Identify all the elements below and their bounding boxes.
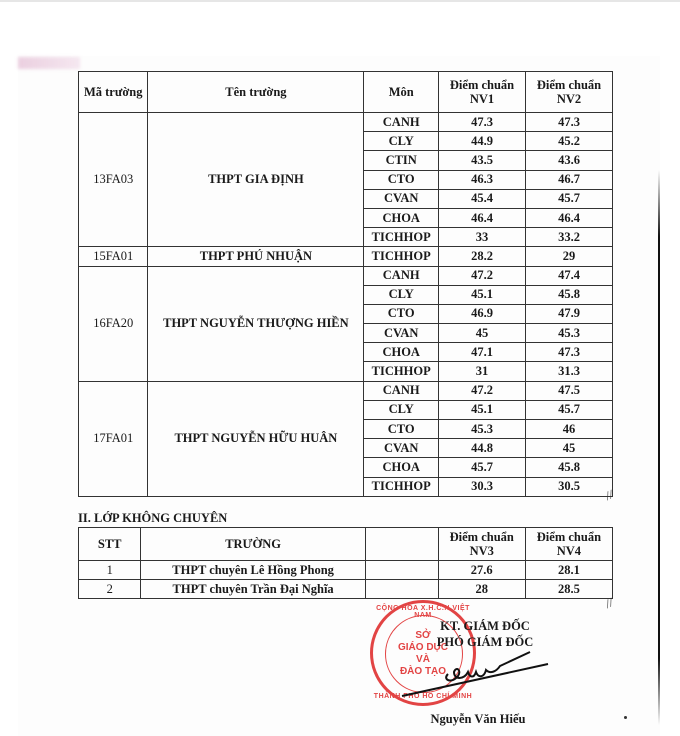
- nv2-score-cell: 46.7: [526, 170, 613, 189]
- subject-cell: CVAN: [364, 324, 439, 343]
- header-nv4-line1: Điểm chuẩn: [536, 530, 602, 544]
- school-name-cell: THPT NGUYỄN HỮU HUÂN: [148, 381, 364, 496]
- blank-cell: [365, 561, 438, 580]
- header-blank: [365, 528, 438, 561]
- nv2-score-cell: 33.2: [526, 228, 613, 247]
- nv2-score-cell: 43.6: [526, 151, 613, 170]
- subject-cell: CANH: [364, 266, 439, 285]
- header-school-name: Tên trường: [148, 72, 364, 113]
- table-row: [79, 561, 613, 580]
- header-nv2-line2: NV2: [556, 92, 582, 106]
- nv1-score-cell: 44.9: [439, 132, 526, 151]
- table-body: [79, 561, 613, 599]
- subject-cell: CVAN: [364, 189, 439, 208]
- table-header-row: [79, 528, 613, 561]
- signature-line2: PHÓ GIÁM ĐỐC: [436, 635, 534, 649]
- nv4-cell: 28.1: [525, 561, 612, 580]
- nv2-score-cell: 45.7: [526, 400, 613, 419]
- nv1-score-cell: 28.2: [439, 247, 526, 266]
- table-row: [79, 247, 613, 266]
- school-cell: THPT chuyên Lê Hồng Phong: [141, 561, 365, 580]
- header-nv3-line1: Điểm chuẩn: [449, 530, 514, 544]
- school-code-cell: 13FA03: [79, 113, 148, 247]
- nv1-score-cell: 33: [439, 228, 526, 247]
- subject-cell: CANH: [364, 113, 439, 132]
- header-nv2-line1: Điểm chuẩn: [536, 78, 602, 92]
- nv1-score-cell: 46.3: [439, 170, 526, 189]
- nv1-score-cell: 30.3: [439, 477, 526, 496]
- school-name-cell: THPT NGUYỄN THƯỢNG HIỀN: [148, 266, 364, 381]
- header-nv2: [526, 72, 613, 113]
- subject-cell: CTO: [364, 170, 439, 189]
- nv3-cell: 28: [438, 580, 525, 599]
- cutoff-scores-table: [78, 71, 613, 497]
- subject-cell: CHOA: [364, 343, 439, 362]
- nv1-score-cell: 47.1: [439, 343, 526, 362]
- subject-cell: CLY: [364, 132, 439, 151]
- nv2-score-cell: 31.3: [526, 362, 613, 381]
- subject-cell: CHOA: [364, 458, 439, 477]
- nv1-score-cell: 45.7: [439, 458, 526, 477]
- slash-mark: //: [603, 595, 616, 611]
- nv2-score-cell: 46: [526, 420, 613, 439]
- nv2-score-cell: 47.5: [526, 381, 613, 400]
- subject-cell: TICHHOP: [364, 362, 439, 381]
- signature-stroke-icon: [400, 660, 560, 700]
- nv1-score-cell: 45.3: [439, 420, 526, 439]
- nv1-score-cell: 45: [439, 324, 526, 343]
- nv2-score-cell: 30.5: [526, 477, 613, 496]
- subject-cell: CLY: [364, 285, 439, 304]
- signer-name: Nguyễn Văn Hiếu: [430, 712, 526, 726]
- ink-dot: [624, 716, 627, 719]
- stamp-ring-top-text: CỘNG HÒA X.H.C.N VIỆT NAM: [376, 605, 470, 619]
- school-code-cell: 17FA01: [79, 381, 148, 496]
- header-school-code: Mã trường: [79, 72, 148, 113]
- header-stt: STT: [79, 528, 141, 561]
- header-nv3: [438, 528, 525, 561]
- nv4-cell: 28.5: [525, 580, 612, 599]
- table-body: [79, 113, 613, 497]
- school-name-cell: THPT PHÚ NHUẬN: [148, 247, 364, 266]
- table-row: [79, 113, 613, 132]
- table-row: [79, 580, 613, 599]
- nv1-score-cell: 47.2: [439, 266, 526, 285]
- subject-cell: CTO: [364, 304, 439, 323]
- non-specialized-table: [78, 527, 613, 599]
- header-nv3-line2: NV3: [469, 544, 494, 558]
- nv1-score-cell: 45.1: [439, 285, 526, 304]
- table-row: [79, 381, 613, 400]
- stamp-line: ĐÀO TẠO: [399, 666, 447, 677]
- subject-cell: TICHHOP: [364, 477, 439, 496]
- header-school: TRƯỜNG: [141, 528, 365, 561]
- stamp-smudge: [18, 57, 80, 69]
- stt-cell: 1: [79, 561, 141, 580]
- nv2-score-cell: 45: [526, 439, 613, 458]
- school-cell: THPT chuyên Trần Đại Nghĩa: [141, 580, 365, 599]
- nv2-score-cell: 45.8: [526, 285, 613, 304]
- nv2-score-cell: 29: [526, 247, 613, 266]
- nv1-score-cell: 47.3: [439, 113, 526, 132]
- header-nv1: [439, 72, 526, 113]
- subject-cell: CANH: [364, 381, 439, 400]
- stamp-line: VÀ: [416, 654, 430, 665]
- stamp-line: GIÁO DỤC: [398, 642, 448, 653]
- header-nv1-line1: Điểm chuẩn: [449, 78, 515, 92]
- stamp-line: SỞ: [415, 630, 431, 641]
- subject-cell: CTIN: [364, 151, 439, 170]
- stamp-ring-bottom-text: THÀNH PHỐ HỒ CHÍ MINH: [373, 693, 473, 700]
- nv3-cell: 27.6: [438, 561, 525, 580]
- nv1-score-cell: 46.9: [439, 304, 526, 323]
- nv1-score-cell: 31: [439, 362, 526, 381]
- subject-cell: CTO: [364, 420, 439, 439]
- subject-cell: TICHHOP: [364, 247, 439, 266]
- table-header-row: [79, 72, 613, 113]
- nv1-score-cell: 46.4: [439, 208, 526, 227]
- header-nv4: [525, 528, 612, 561]
- signature-title: [405, 618, 565, 650]
- school-code-cell: 15FA01: [79, 247, 148, 266]
- nv1-score-cell: 43.5: [439, 151, 526, 170]
- section-title: II. LỚP KHÔNG CHUYÊN: [78, 511, 228, 525]
- header-subject: Môn: [364, 72, 439, 113]
- nv2-score-cell: 45.2: [526, 132, 613, 151]
- nv1-score-cell: 45.1: [439, 400, 526, 419]
- nv2-score-cell: 45.3: [526, 324, 613, 343]
- nv2-score-cell: 46.4: [526, 208, 613, 227]
- school-name-cell: THPT GIA ĐỊNH: [148, 113, 364, 247]
- subject-cell: CLY: [364, 400, 439, 419]
- header-nv1-line2: NV1: [469, 92, 495, 106]
- blank-cell: [365, 580, 438, 599]
- page-edge-shadow: [658, 170, 660, 725]
- top-border: [0, 0, 680, 2]
- subject-cell: CHOA: [364, 208, 439, 227]
- nv2-score-cell: 47.3: [526, 113, 613, 132]
- nv2-score-cell: 47.9: [526, 304, 613, 323]
- nv1-score-cell: 45.4: [439, 189, 526, 208]
- nv2-score-cell: 47.4: [526, 266, 613, 285]
- nv2-score-cell: 47.3: [526, 343, 613, 362]
- subject-cell: TICHHOP: [364, 228, 439, 247]
- nv1-score-cell: 44.8: [439, 439, 526, 458]
- school-code-cell: 16FA20: [79, 266, 148, 381]
- slash-mark: //: [603, 487, 616, 503]
- nv2-score-cell: 45.7: [526, 189, 613, 208]
- nv2-score-cell: 45.8: [526, 458, 613, 477]
- stt-cell: 2: [79, 580, 141, 599]
- nv1-score-cell: 47.2: [439, 381, 526, 400]
- subject-cell: CVAN: [364, 439, 439, 458]
- signature-line1: KT. GIÁM ĐỐC: [440, 619, 530, 633]
- table-row: [79, 266, 613, 285]
- header-nv4-line2: NV4: [556, 544, 582, 558]
